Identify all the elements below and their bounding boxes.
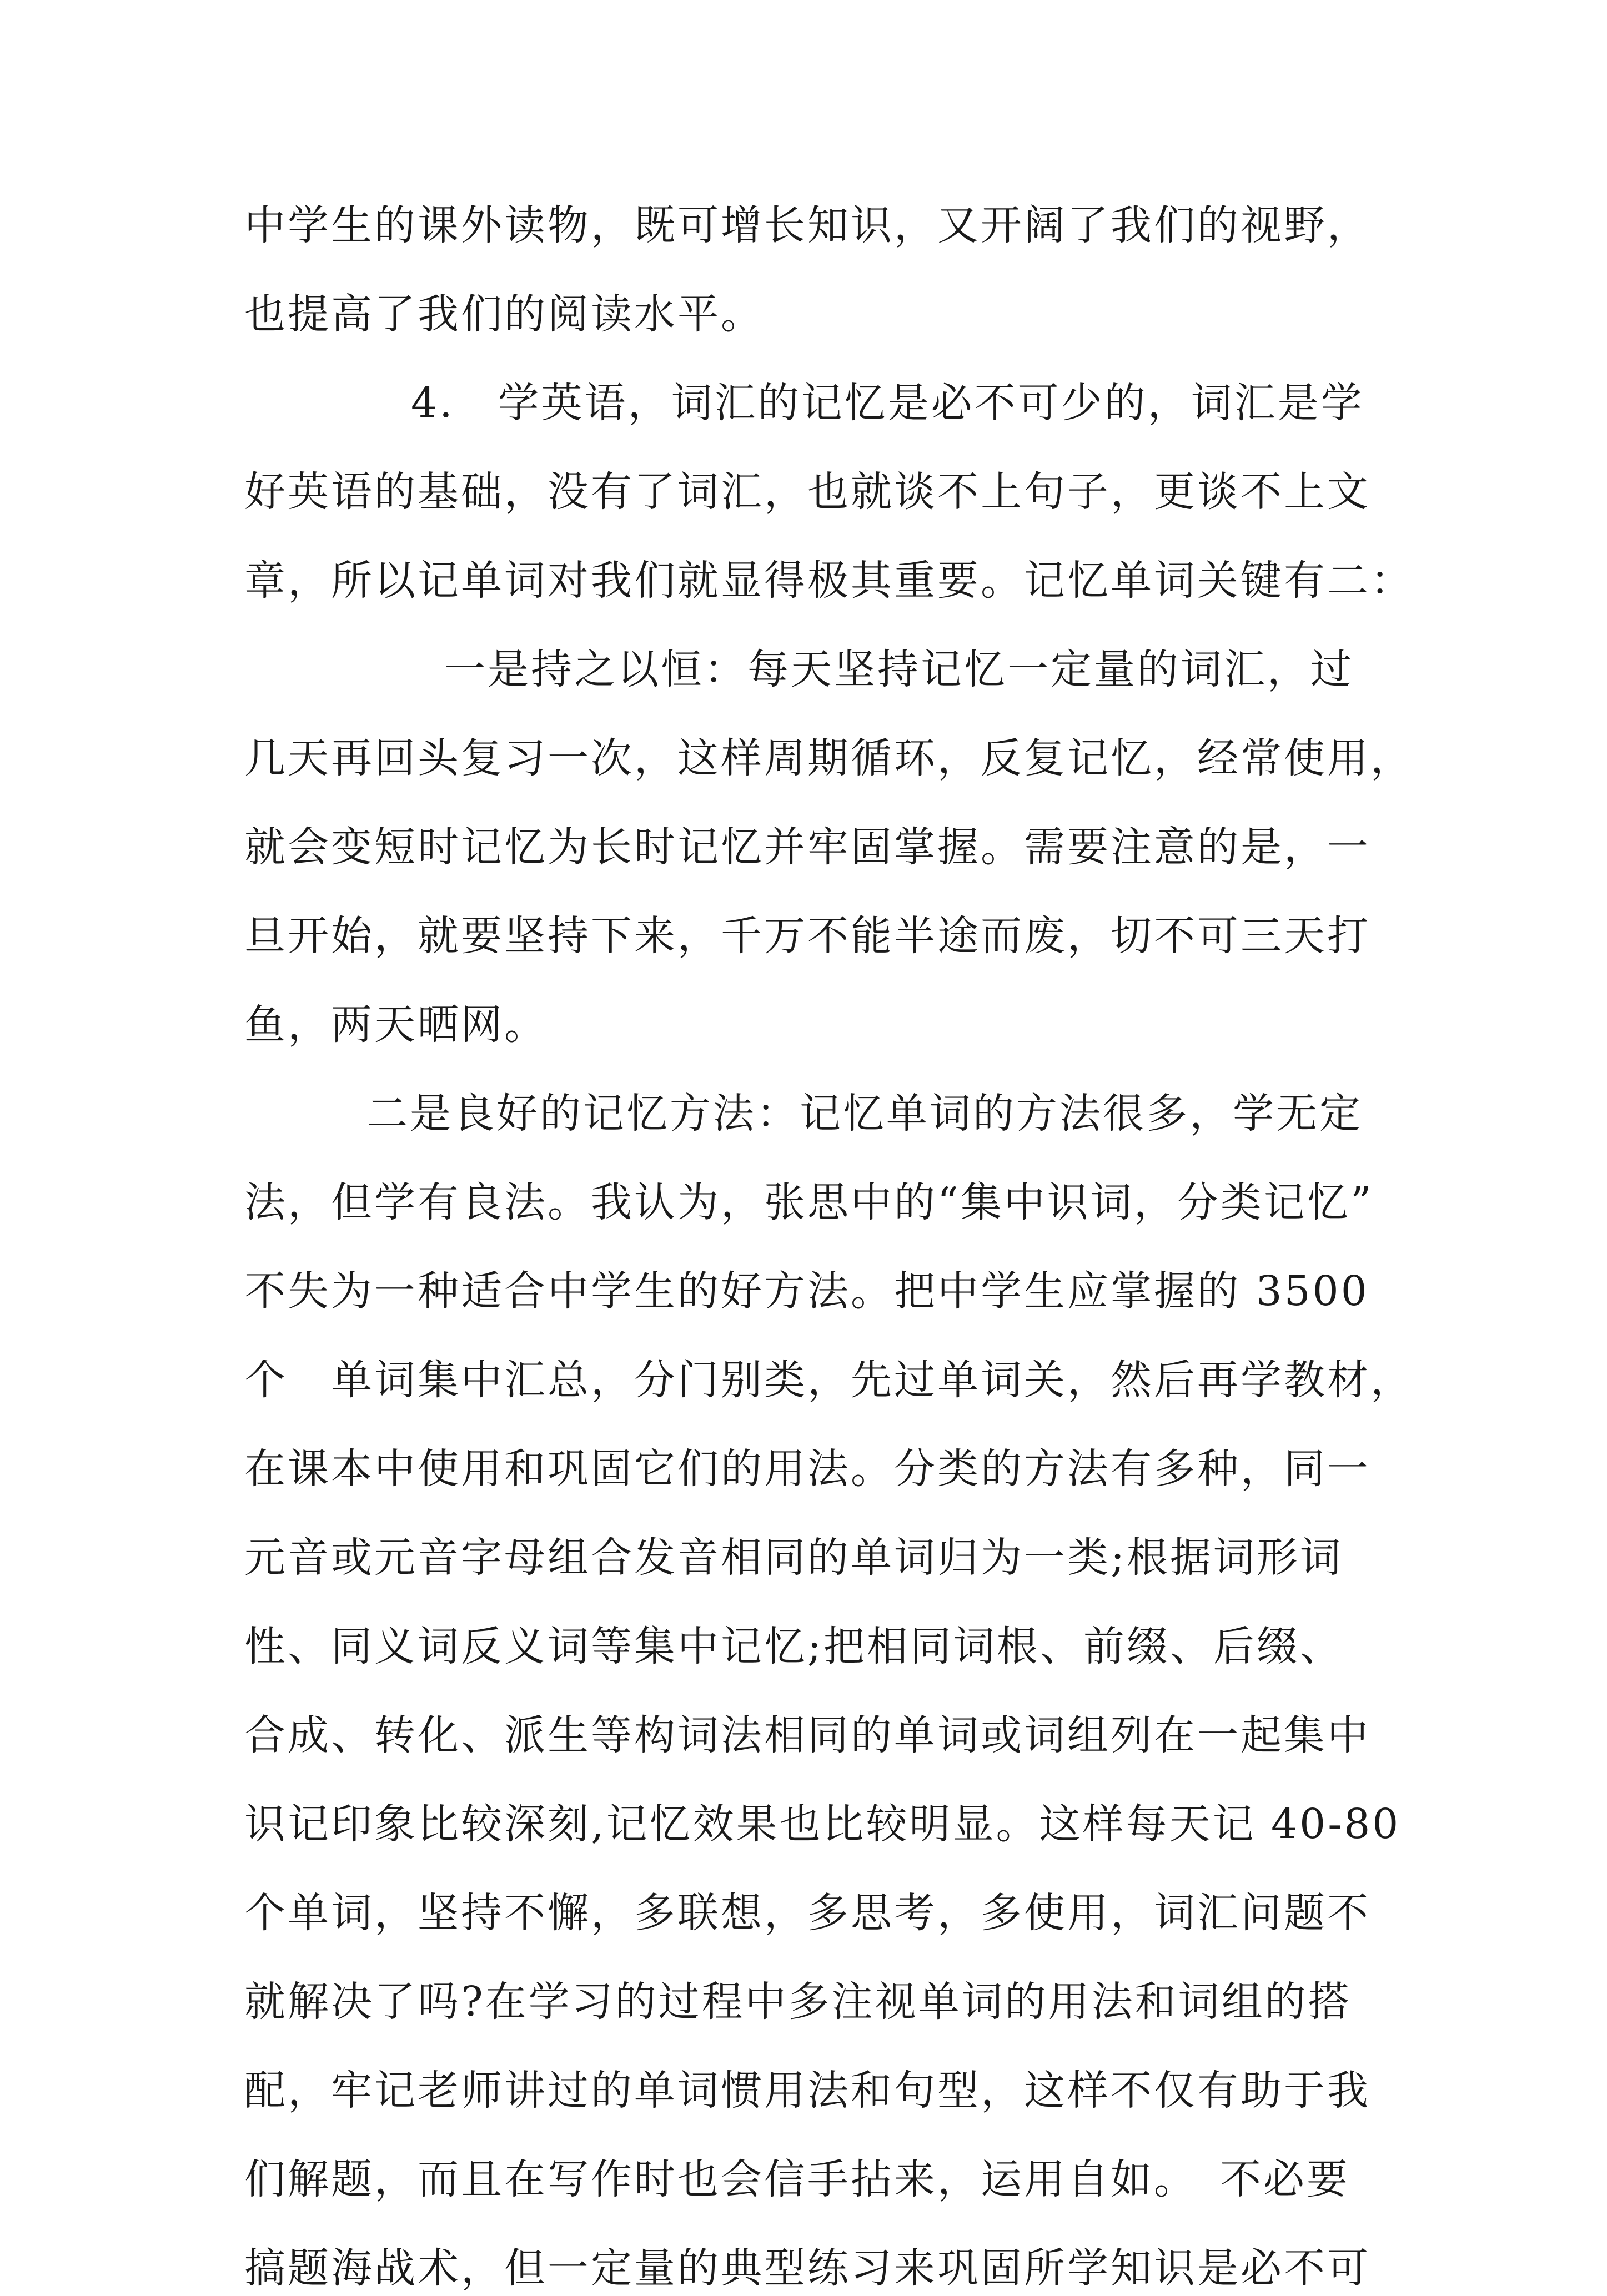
text-line: 也提高了我们的阅读水平。 [244, 290, 764, 338]
text-line: 章，所以记单词对我们就显得极其重要。记忆单词关键有二： [244, 557, 1414, 605]
text-line: 个 单词集中汇总，分门别类，先过单词关，然后再学教材， [244, 1356, 1414, 1404]
text-line: 4. 学英语，词汇的记忆是必不可少的，词汇是学 [411, 379, 1364, 427]
text-line: 二是良好的记忆方法：记忆单词的方法很多，学无定 [366, 1090, 1363, 1137]
text-line: 就会变短时记忆为长时记忆并牢固掌握。需要注意的是，一 [244, 823, 1370, 871]
text-line: 在课本中使用和巩固它们的用法。分类的方法有多种，同一 [244, 1445, 1370, 1493]
text-line: 们解题，而且在写作时也会信手拈来，运用自如。 不必要 [244, 2156, 1350, 2203]
text-line: 合成、转化、派生等构词法相同的单词或词组列在一起集中 [244, 1711, 1370, 1759]
text-line: 中学生的课外读物，既可增长知识，又开阔了我们的视野， [244, 202, 1370, 249]
text-line: 搞题海战术，但一定量的典型练习来巩固所学知识是必不可 [244, 2244, 1370, 2292]
text-line: 好英语的基础，没有了词汇，也就谈不上句子，更谈不上文 [244, 468, 1370, 516]
text-line: 一是持之以恒：每天坚持记忆一定量的词汇，过 [444, 646, 1354, 693]
text-line: 元音或元音字母组合发音相同的单词归为一类;根据词形词 [244, 1534, 1343, 1582]
text-line: 鱼，两天晒网。 [244, 1001, 548, 1049]
text-line: 不失为一种适合中学生的好方法。把中学生应掌握的 3500 [244, 1267, 1369, 1315]
text-line: 法，但学有良法。我认为，张思中的“集中识词，分类记忆” [244, 1179, 1374, 1226]
text-line: 识记印象比较深刻,记忆效果也比较明显。这样每天记 40-80 [244, 1800, 1401, 1848]
text-line: 旦开始，就要坚持下来，千万不能半途而废，切不可三天打 [244, 912, 1370, 960]
text-line: 性、同义词反义词等集中记忆;把相同词根、前缀、后缀、 [244, 1623, 1343, 1670]
text-line: 配，牢记老师讲过的单词惯用法和句型，这样不仅有助于我 [244, 2067, 1370, 2114]
text-line: 个单词，坚持不懈，多联想，多思考，多使用，词汇问题不 [244, 1889, 1370, 1937]
text-line: 就解决了吗?在学习的过程中多注视单词的用法和词组的搭 [244, 1978, 1352, 2026]
text-line: 几天再回头复习一次，这样周期循环，反复记忆，经常使用， [244, 734, 1414, 782]
